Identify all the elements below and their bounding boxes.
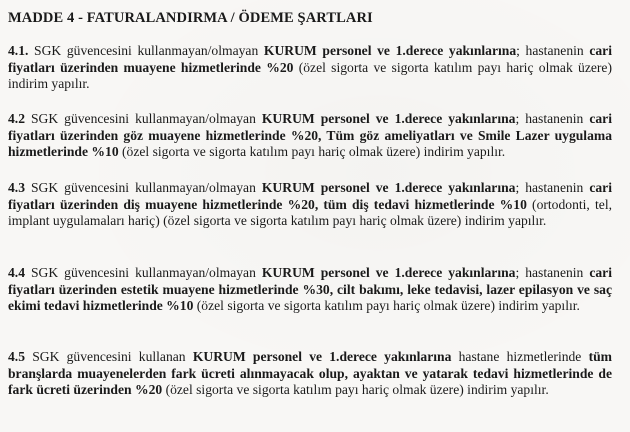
clause-bold-text: cari fiyatları üzerinden muayene hizmetlerinde %20	[8, 43, 612, 75]
clause-bold-text: KURUM personel ve 1.derece yakınlarına	[261, 111, 516, 126]
clause-text: (ortodonti, tel, implant uygulamaları hariç) (özel sigorta ve sigorta katılım payı hariç olmak üzere) indirim yapılır.	[8, 196, 612, 228]
clause-bold-text: KURUM personel ve 1.derece yakınlarına	[261, 265, 516, 280]
clause-text: ; hastanenin	[515, 111, 590, 126]
clause-number: 4.5	[8, 349, 25, 364]
clause-text: SGK güvencesini kullanan	[25, 349, 193, 364]
clause-bold-text: cari fiyatları üzerinden estetik muayene hizmetlerinde %30, cilt bakımı, leke tedavisi, lazer epilasyon ve saç ekimi tedavi hizmetlerinde %10	[8, 265, 612, 313]
clause-text: SGK güvencesini kullanmayan/olmayan	[25, 111, 262, 126]
clause-bold-text: KURUM personel ve 1.derece yakınlarına	[192, 349, 452, 364]
clause-text: (özel sigorta ve sigorta katılım payı hariç olmak üzere) indirim yapılır.	[118, 144, 506, 159]
clause-text: SGK güvencesini kullanmayan/olmayan	[25, 180, 262, 195]
clause-text: (özel sigorta ve sigorta katılım payı hariç olmak üzere) indirim yapılır.	[162, 382, 549, 397]
clause-text: hastane hizmetlerinde	[451, 349, 589, 364]
clause-number: 4.1.	[8, 43, 29, 58]
clause-text: (özel sigorta ve sigorta katılım payı hariç olmak üzere) indirim yapılır.	[8, 59, 612, 91]
clause-4-5	[8, 349, 612, 399]
clause-bold-text: cari fiyatları üzerinden göz muayene hizmetlerinde %20, Tüm göz ameliyatları ve Smile Lazer uygulama hizmetlerinde %10	[8, 111, 612, 159]
clause-number: 4.4	[8, 265, 25, 280]
clause-bold-text: tüm branşlarda muayenelerden fark ücreti alınmayacak olup, ayaktan ve yatarak tedavi hizmetlerinde de fark ücreti üzerinden %20	[8, 349, 612, 397]
clause-4-4	[8, 265, 612, 315]
clause-text: ; hastanenin	[515, 180, 590, 195]
clause-bold-text: cari fiyatları üzerinden diş muayene hizmetlerinde %20, tüm diş tedavi hizmetlerinde %10	[8, 180, 612, 212]
clause-4-3	[8, 180, 612, 230]
clause-text: ; hastanenin	[516, 43, 590, 58]
section-title: MADDE 4 - FATURALANDIRMA / ÖDEME ŞARTLARI	[8, 10, 373, 26]
clause-text: SGK güvencesini kullanmayan/olmayan	[28, 43, 264, 58]
clause-bold-text: KURUM personel ve 1.derece yakınlarına	[261, 180, 516, 195]
clause-text: SGK güvencesini kullanmayan/olmayan	[25, 265, 262, 280]
clause-number: 4.2	[8, 111, 25, 126]
clause-text: ; hastanenin	[515, 265, 590, 280]
clause-bold-text: KURUM personel ve 1.derece yakınlarına	[263, 43, 517, 58]
clause-4-1	[8, 43, 612, 93]
clause-text: (özel sigorta ve sigorta katılım payı hariç olmak üzere) indirim yapılır.	[193, 298, 580, 313]
clause-number: 4.3	[8, 180, 25, 195]
clause-4-2	[8, 111, 612, 161]
